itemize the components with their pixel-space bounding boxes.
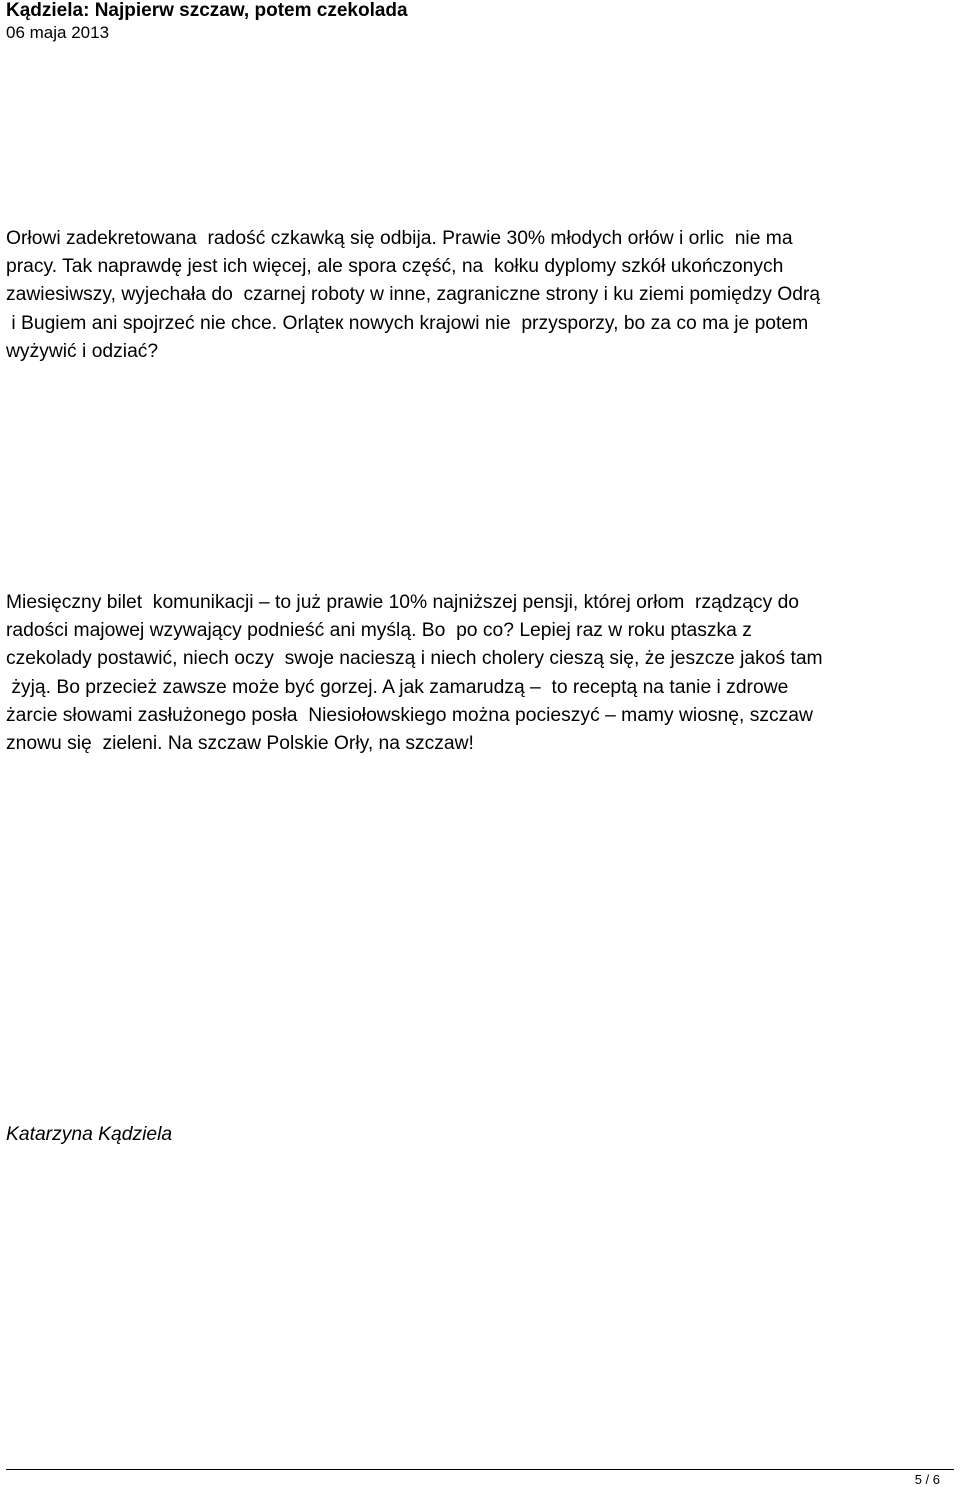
- paragraph-line: Orłowi zadekretowana radość czkawką się odbija. Prawie 30% młodych orłów i orlic nie ma: [6, 228, 793, 249]
- paragraph-line: żyją. Bo przecież zawsze może być gorzej. A jak zamarudzą – to receptą na tanie i zdrowe: [6, 676, 789, 698]
- paragraph-line: znowu się zieleni. Na szczaw Polskie Orły, na szczaw!: [6, 733, 474, 755]
- document-title: Kądziela: Najpierw szczaw, potem czekolada: [6, 0, 408, 21]
- paragraph-line: żarcie słowami zasłużonego posła Niesiołowskiego można pocieszyć – mamy wiosnę, szczaw: [6, 704, 813, 726]
- paragraph-line: czekolady postawić, niech oczy swoje nacieszą i niech cholery cieszą się, że jeszcze jakoś tam: [6, 648, 823, 670]
- document-header: [6, 0, 954, 44]
- author-signature: Katarzyna Kądziela: [6, 1124, 173, 1145]
- paragraph-line: pracy. Tak naprawdę jest ich więcej, ale spora część, na kołku dyplomy szkół ukończonych: [6, 256, 784, 278]
- publication-date: 06 maja 2013: [6, 23, 110, 42]
- paragraph-line: Miesięczny bilet komunikacji – to już prawie 10% najniższej pensji, której orłom rządzący do: [6, 592, 800, 613]
- paragraph-line: wyżywić i odziać?: [6, 340, 159, 362]
- page-number: 5 / 6: [914, 1472, 940, 1487]
- paragraph-line: radości majowej wzywający podnieść ani myślą. Bo po co? Lepiej raz w roku ptaszka z: [6, 620, 752, 642]
- paragraph-line: zawiesiwszy, wyjechała do czarnej roboty w inne, zagraniczne strony i ku ziemi pomiędzy Odrą: [6, 284, 821, 306]
- paragraph-line: i Bugiem ani spojrzeć nie chce. Orląteк nowych krajowi nie przysporzy, bo za co ma je potem: [6, 312, 809, 334]
- article-paragraph-2: [6, 589, 958, 758]
- article-paragraph-1: [6, 225, 958, 366]
- footer-divider: [6, 1469, 954, 1470]
